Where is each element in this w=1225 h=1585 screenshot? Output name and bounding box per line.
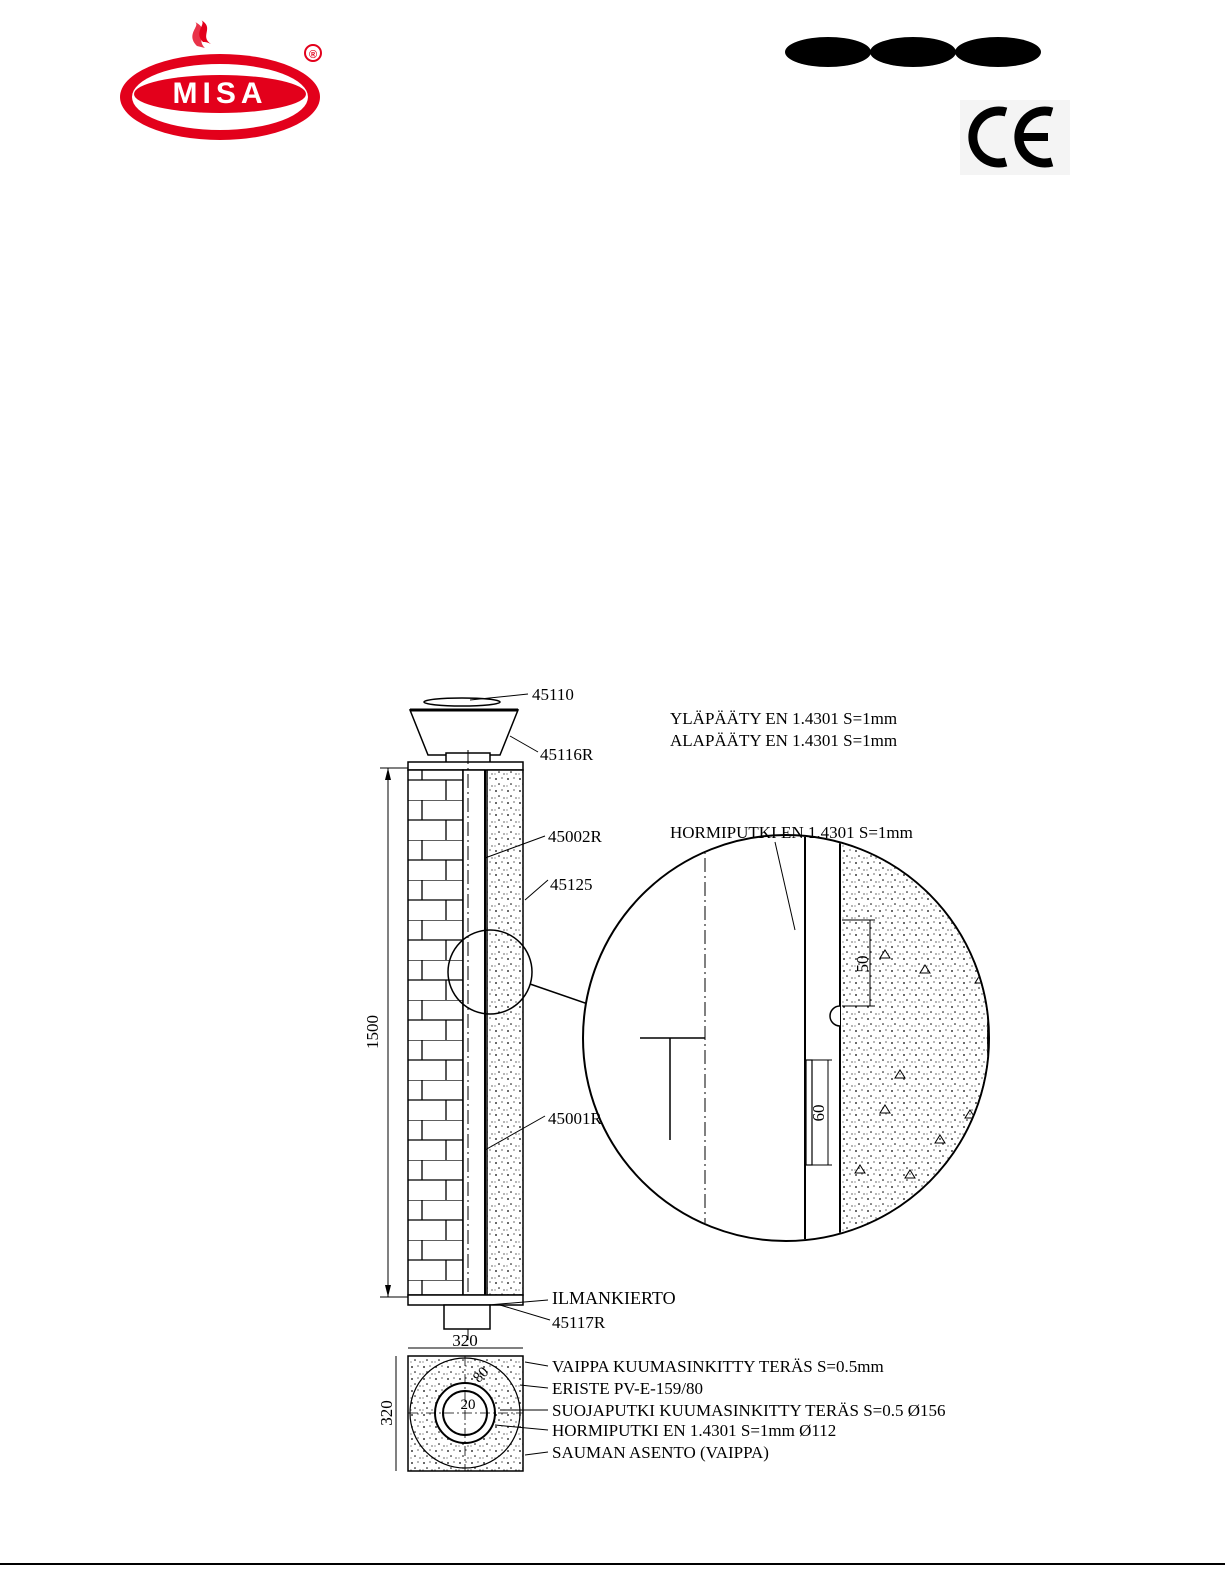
logo-text: MISA	[172, 77, 268, 110]
legend-protective-pipe: SUOJAPUTKI KUUMASINKITTY TERÄS S=0.5 Ø156	[552, 1401, 946, 1420]
legend-insulation: ERISTE PV-E-159/80	[552, 1379, 703, 1398]
note-top-end: YLÄPÄÄTY EN 1.4301 S=1mm	[670, 709, 898, 728]
note-flue-pipe: HORMIPUTKI EN 1.4301 S=1mm	[670, 823, 913, 842]
width-dimension: 320	[452, 1331, 478, 1350]
legend-shell: VAIPPA KUUMASINKITTY TERÄS S=0.5mm	[552, 1357, 884, 1376]
label-45125: 45125	[550, 875, 593, 894]
chimney-technical-drawing	[350, 680, 1050, 1480]
legend-seam-position: SAUMAN ASENTO (VAIPPA)	[552, 1443, 769, 1462]
ce-mark	[960, 100, 1070, 175]
flue-pipe	[463, 770, 485, 1295]
label-45117r: 45117R	[552, 1313, 606, 1332]
registered-mark: ®	[308, 49, 318, 61]
insulation-section	[487, 770, 523, 1295]
legend-flue-pipe: HORMIPUTKI EN 1.4301 S=1mm Ø112	[552, 1421, 837, 1440]
label-45116r: 45116R	[540, 745, 594, 764]
label-45001r: 45001R	[548, 1109, 602, 1128]
insulation-dimension: 80	[470, 1364, 493, 1387]
cap-cone	[410, 710, 518, 755]
height-dimension: 1500	[363, 1015, 382, 1049]
detail-dimension-50: 50	[853, 955, 872, 973]
decorative-ovals	[785, 30, 1045, 75]
label-ilmankierto: ILMANKIERTO	[552, 1288, 676, 1308]
bottom-rule	[0, 1563, 1225, 1565]
cap-top	[424, 698, 500, 706]
label-45002r: 45002R	[548, 827, 602, 846]
label-45110: 45110	[532, 685, 574, 704]
gap-dimension: 20	[460, 1397, 476, 1413]
depth-dimension: 320	[377, 1400, 396, 1426]
note-bottom-end: ALAPÄÄTY EN 1.4301 S=1mm	[670, 731, 898, 750]
misa-logo	[115, 20, 330, 145]
brick-section	[408, 770, 463, 1295]
detail-dimension-60: 60	[809, 1104, 828, 1122]
